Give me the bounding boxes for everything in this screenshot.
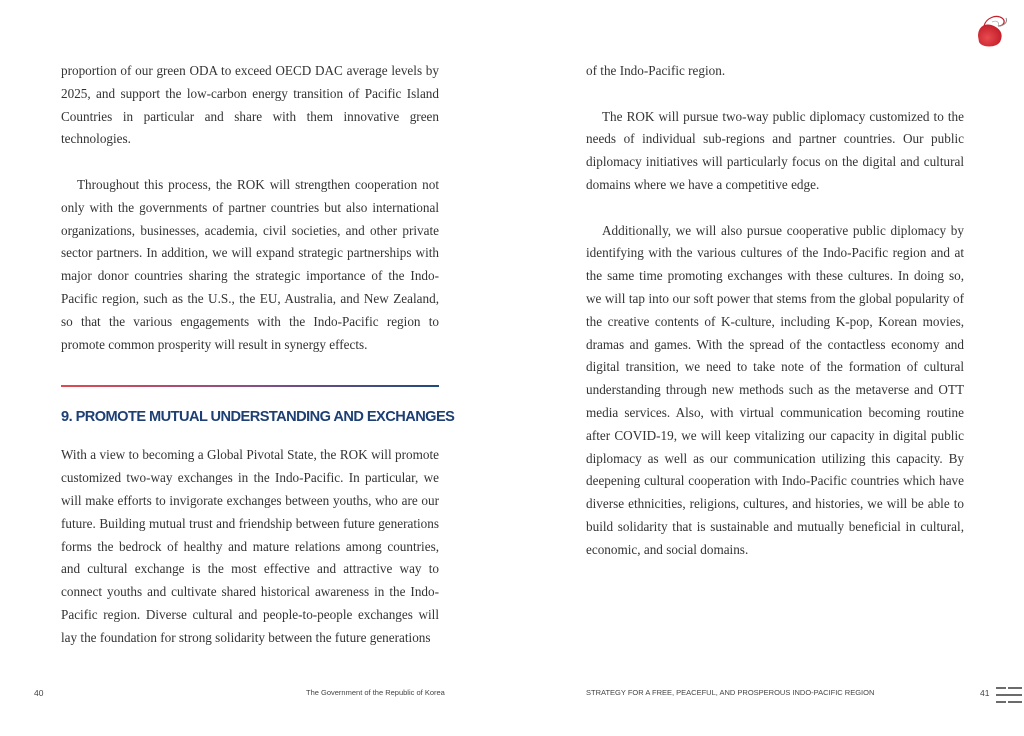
left-page-column — [61, 60, 455, 650]
left-paragraph-1: proportion of our green ODA to exceed OECD DAC average levels by 2025, and support the low-carbon energy transition of Pacific Island Countries in particular and share with them innovative green technologies. — [61, 63, 439, 147]
right-paragraph-1: of the Indo-Pacific region. — [586, 63, 726, 78]
menu-lines-icon[interactable] — [996, 686, 1022, 704]
swirl-logo-icon — [970, 12, 1014, 50]
right-paragraph-2: The ROK will pursue two-way public diplomacy customized to the needs of individual sub-regions and partner countries. Our public diplomacy initiatives will particularly focus on the digital and cultural domains where we have a competitive edge. — [586, 108, 964, 192]
section-heading: 9. PROMOTE MUTUAL UNDERSTANDING AND EXCHANGES — [61, 409, 455, 426]
left-paragraph-2: Throughout this process, the ROK will strengthen cooperation not only with the governments of partner countries but also international organizations, businesses, academia, civil societies, and other private sector partners. In addition, we will expand strategic partnerships with major donor countries sharing the strategic importance of the Indo-Pacific region, such as the U.S., the EU, Australia, and New Zealand, so that the various engagements with the Indo-Pacific region to promote common prosperity will result in synergy effects. — [61, 176, 439, 352]
section-paragraph: With a view to becoming a Global Pivotal State, the ROK will promote customized two-way exchanges in the Indo-Pacific. In particular, we will make efforts to invigorate exchanges between youths, who are our future. Building mutual trust and friendship between future generations forms the bedrock of healthy and mature relations among countries, and cultural exchange is the most effective and attractive way to connect youths and cultivate shared historical awareness in the Indo-Pacific region. Diverse cultural and people-to-people exchanges will lay the foundation for strong solidarity between the future generations — [61, 447, 439, 645]
footer-left-text: The Government of the Republic of Korea — [306, 688, 445, 697]
section-divider-rule — [61, 385, 439, 387]
footer-right-text: STRATEGY FOR A FREE, PEACEFUL, AND PROSPEROUS INDO-PACIFIC REGION — [586, 688, 875, 697]
page-number-right: 41 — [980, 688, 990, 698]
page-number-left: 40 — [34, 688, 44, 698]
right-paragraph-3: Additionally, we will also pursue cooperative public diplomacy by identifying with the various cultures of the Indo-Pacific region and at the same time promoting exchanges with these cultures. In doing so, we will tap into our soft power that stems from the global popularity of the creative contents of K-culture, including K-pop, Korean movies, dramas and games. With the spread of the contactless economy and digital transition, we need to take note of the formation of cultural understanding through new methods such as the metaverse and OTT media services. Also, with virtual communication becoming routine after COVID-19, we will keep vitalizing our capacity in digital public diplomacy as well as our communication utilizing this capacity. By deepening cultural cooperation with Indo-Pacific countries which have diverse ethnicities, religions, cultures, and histories, we will be able to build solidarity that is sustainable and mutually beneficial in cultural, economic, and social domains. — [586, 222, 964, 557]
right-page-column — [586, 60, 964, 562]
